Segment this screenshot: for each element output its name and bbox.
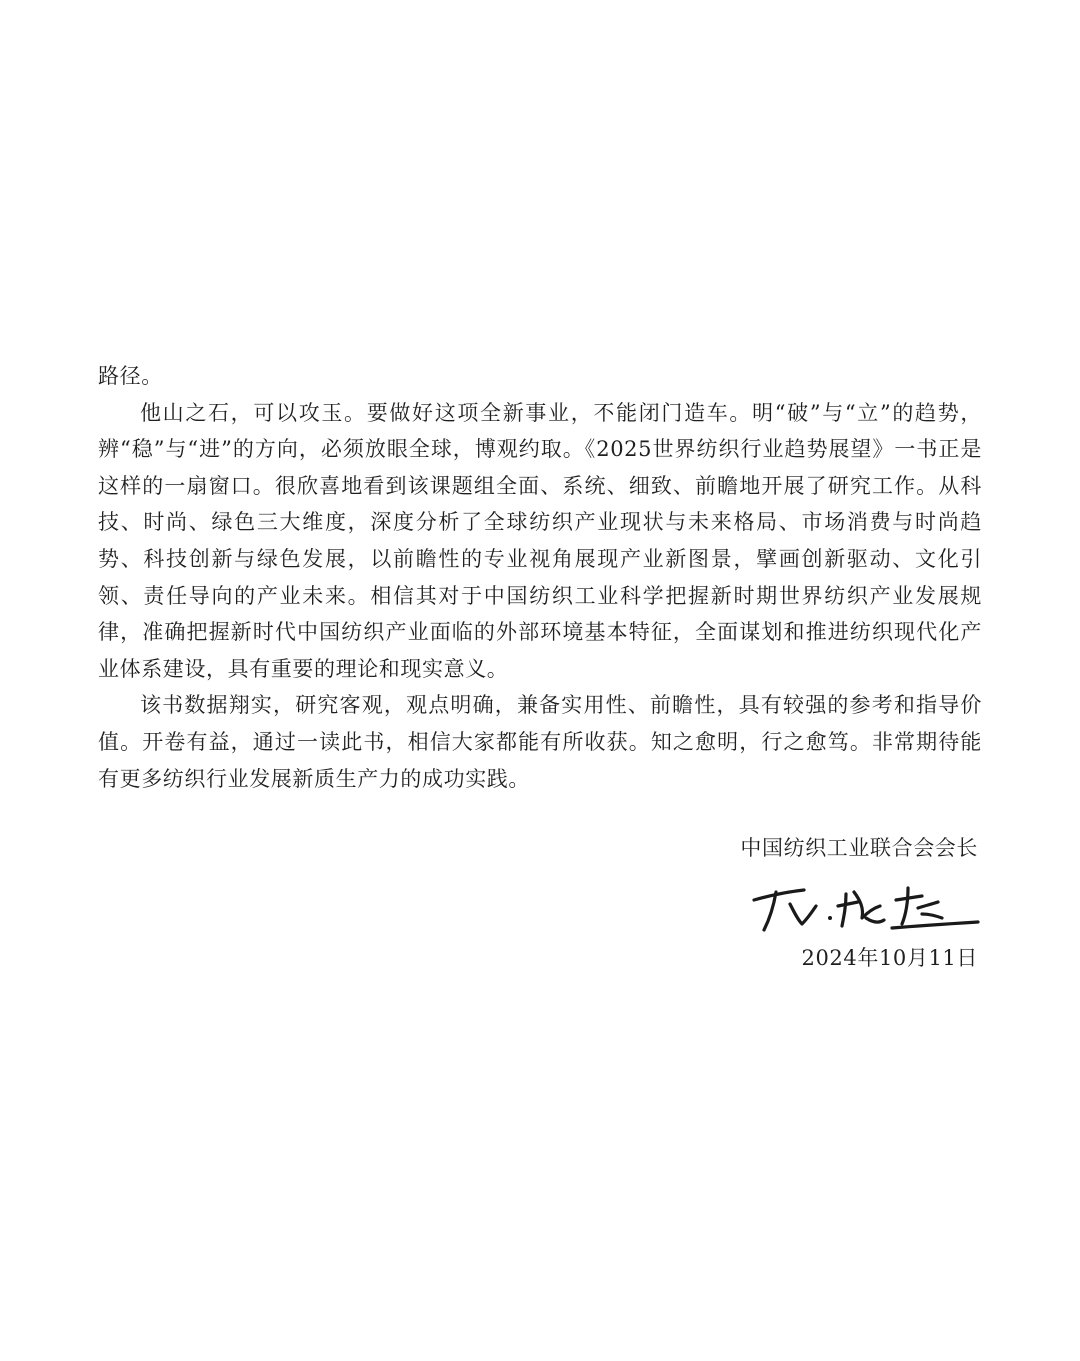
signature-date: 2024年10月11日 <box>801 946 978 970</box>
handwritten-signature <box>746 878 986 938</box>
signatory-title: 中国纺织工业联合会会长 <box>740 836 978 860</box>
paragraph-continuation: 路径。 <box>98 364 163 388</box>
signature-block <box>558 832 978 970</box>
body-text <box>98 358 982 797</box>
paragraph-book-evaluation: 该书数据翔实，研究客观，观点明确，兼备实用性、前瞻性，具有较强的参考和指导价值。开卷有益，通过一读此书，相信大家都能有所收获。知之愈明，行之愈笃。非常期待能有更多纺织行业发展新质生产力的成功实践。 <box>98 693 982 791</box>
paragraph-book-introduction: 他山之石，可以攻玉。要做好这项全新事业，不能闭门造车。明“破”与“立”的趋势，辨“稳”与“进”的方向，必须放眼全球，博观约取。《2025世界纺织行业趋势展望》一书正是这样的一扇窗口。很欣喜地看到该课题组全面、系统、细致、前瞻地开展了研究工作。从科技、时尚、绿色三大维度，深度分析了全球纺织产业现状与未来格局、市场消费与时尚趋势、科技创新与绿色发展，以前瞻性的专业视角展现产业新图景，擘画创新驱动、文化引领、责任导向的产业未来。相信其对于中国纺织工业科学把握新时期世界纺织产业发展规律，准确把握新时代中国纺织产业面临的外部环境基本特征，全面谋划和推进纺织现代化产业体系建设，具有重要的理论和现实意义。 <box>98 400 982 681</box>
